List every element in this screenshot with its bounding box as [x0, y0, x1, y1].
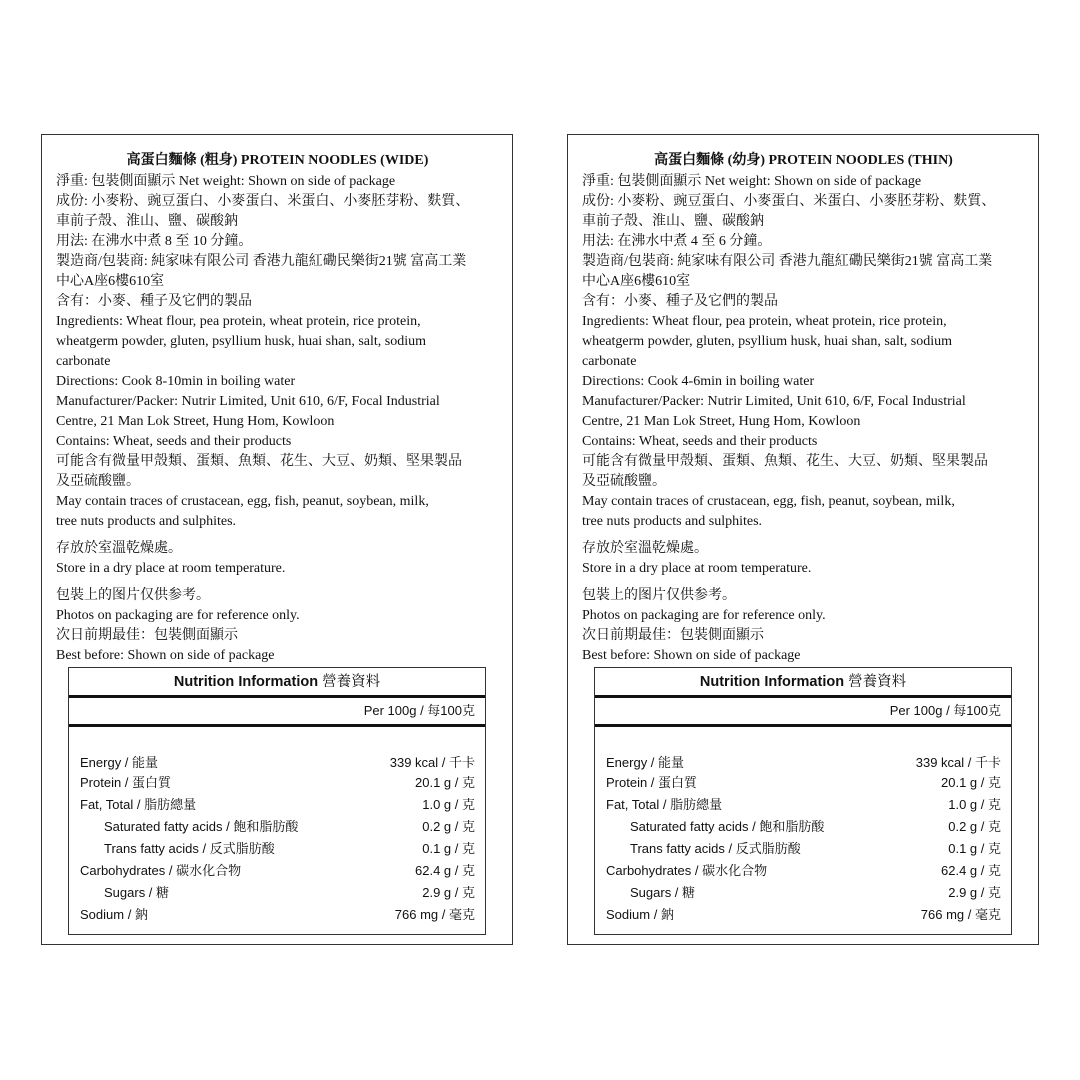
- nutrient-value: 1.0 g / 克: [422, 797, 475, 812]
- nutrition-rows: [606, 753, 1001, 926]
- nutrient-name: Sodium / 鈉: [80, 907, 148, 922]
- allergen-en-line: tree nuts products and sulphites.: [582, 514, 763, 529]
- manufacturer-zh-line: 中心A座6樓610室: [56, 274, 165, 289]
- photo-note-en-line: Photos on packaging are for reference only.: [56, 608, 300, 623]
- label-text: [56, 150, 496, 666]
- nutrient-value: 20.1 g / 克: [415, 775, 475, 790]
- nutrient-name: Carbohydrates / 碳水化合物: [80, 863, 242, 878]
- net-weight-line: 淨重: 包裝側面顯示 Net weight: Shown on side of package: [56, 174, 396, 189]
- spacer: [56, 579, 496, 586]
- nutrition-row: [80, 860, 475, 882]
- allergen-zh-line: 可能含有微量甲殼類、蛋類、魚類、花生、大豆、奶類、堅果製品: [56, 454, 462, 469]
- nutrition-row: [606, 816, 1001, 838]
- spacer: [582, 579, 1022, 586]
- nutrition-table: [594, 667, 1012, 935]
- nutrient-value: 0.2 g / 克: [948, 819, 1001, 834]
- nutrient-name: Sodium / 鈉: [606, 907, 674, 922]
- nutrition-row: [606, 860, 1001, 882]
- nutrient-value: 20.1 g / 克: [941, 775, 1001, 790]
- storage-en-line: Store in a dry place at room temperature.: [56, 561, 286, 576]
- directions-zh-line: 用法: 在沸水中煮 4 至 6 分鐘。: [582, 234, 772, 249]
- allergen-zh-line: 及亞硫酸鹽。: [582, 474, 666, 489]
- ingredients-en-line: Ingredients: Wheat flour, pea protein, wheat protein, rice protein,: [582, 314, 947, 329]
- manufacturer-zh-line: 製造商/包裝商: 純家味有限公司 香港九龍紅磡民樂街21號 富高工業: [56, 254, 467, 269]
- nutrient-value: 1.0 g / 克: [948, 797, 1001, 812]
- storage-zh-line: 存放於室溫乾燥處。: [582, 541, 708, 556]
- allergen-zh-line: 可能含有微量甲殼類、蛋類、魚類、花生、大豆、奶類、堅果製品: [582, 454, 988, 469]
- nutrition-row: [80, 838, 475, 860]
- nutrition-row: [606, 882, 1001, 904]
- directions-en-line: Directions: Cook 8-10min in boiling water: [56, 374, 296, 389]
- nutrient-name: Protein / 蛋白質: [80, 775, 172, 790]
- ingredients-zh-line: 車前子殼、淮山、鹽、碳酸鈉: [56, 214, 238, 229]
- label-wide: [41, 134, 513, 945]
- photo-note-zh-line: 包裝上的图片仅供参考。: [582, 588, 736, 603]
- spacer: [582, 532, 1022, 539]
- nutrition-table: [68, 667, 486, 935]
- nutrition-title-zh: 營養資料: [848, 674, 907, 690]
- directions-zh-line: 用法: 在沸水中煮 8 至 10 分鐘。: [56, 234, 253, 249]
- nutrient-name: Carbohydrates / 碳水化合物: [606, 863, 768, 878]
- manufacturer-en-line: Manufacturer/Packer: Nutrir Limited, Unit 610, 6/F, Focal Industrial: [582, 394, 966, 409]
- manufacturer-en-line: Centre, 21 Man Lok Street, Hung Hom, Kowloon: [582, 414, 861, 429]
- nutrient-name: Trans fatty acids / 反式脂肪酸: [630, 841, 801, 856]
- best-before-en-line: Best before: Shown on side of package: [56, 648, 275, 663]
- nutrient-value: 766 mg / 毫克: [920, 907, 1001, 922]
- nutrition-per: Per 100g / 每100克: [595, 698, 1011, 727]
- nutrient-value: 766 mg / 毫克: [394, 907, 475, 922]
- ingredients-en-line: carbonate: [582, 354, 637, 369]
- contains-en-line: Contains: Wheat, seeds and their products: [56, 434, 292, 449]
- best-before-en-line: Best before: Shown on side of package: [582, 648, 801, 663]
- contains-en-line: Contains: Wheat, seeds and their products: [582, 434, 818, 449]
- nutrient-name: Sugars / 糖: [630, 885, 696, 900]
- nutrient-value: 0.1 g / 克: [948, 841, 1001, 856]
- photo-note-zh-line: 包裝上的图片仅供参考。: [56, 588, 210, 603]
- ingredients-en-line: wheatgerm powder, gluten, psyllium husk, huai shan, salt, sodium: [582, 334, 953, 349]
- nutrition-row: [80, 816, 475, 838]
- ingredients-zh-line: 成份: 小麥粉、豌豆蛋白、小麥蛋白、米蛋白、小麥胚芽粉、麩質、: [582, 194, 996, 209]
- best-before-zh-line: 次日前期最佳：包裝側面顯示: [56, 628, 238, 643]
- nutrient-name: Energy / 能量: [606, 755, 685, 770]
- net-weight-line: 淨重: 包裝側面顯示 Net weight: Shown on side of package: [582, 174, 922, 189]
- allergen-zh-line: 及亞硫酸鹽。: [56, 474, 140, 489]
- nutrition-row: [80, 772, 475, 794]
- nutrient-name: Saturated fatty acids / 飽和脂肪酸: [630, 819, 825, 834]
- nutrient-value: 339 kcal / 千卡: [915, 755, 1001, 770]
- label-title: 高蛋白麵條 (粗身) PROTEIN NOODLES (WIDE): [126, 153, 429, 168]
- ingredients-zh-line: 車前子殼、淮山、鹽、碳酸鈉: [582, 214, 764, 229]
- nutrient-value: 339 kcal / 千卡: [389, 755, 475, 770]
- nutrition-row: [80, 904, 475, 926]
- manufacturer-en-line: Manufacturer/Packer: Nutrir Limited, Unit 610, 6/F, Focal Industrial: [56, 394, 440, 409]
- nutrient-name: Saturated fatty acids / 飽和脂肪酸: [104, 819, 299, 834]
- best-before-zh-line: 次日前期最佳：包裝側面顯示: [582, 628, 764, 643]
- spacer: [56, 532, 496, 539]
- nutrient-value: 2.9 g / 克: [948, 885, 1001, 900]
- nutrition-row: [606, 904, 1001, 926]
- allergen-en-line: tree nuts products and sulphites.: [56, 514, 237, 529]
- contains-zh-line: 含有：小麥、種子及它們的製品: [56, 294, 252, 309]
- storage-zh-line: 存放於室溫乾燥處。: [56, 541, 182, 556]
- nutrient-name: Sugars / 糖: [104, 885, 170, 900]
- photo-note-en-line: Photos on packaging are for reference only.: [582, 608, 826, 623]
- nutrition-row: [80, 794, 475, 816]
- nutrition-title: [595, 668, 1011, 698]
- nutrition-row: [606, 753, 1001, 772]
- nutrition-title-en: Nutrition Information: [699, 674, 845, 690]
- nutrient-name: Protein / 蛋白質: [606, 775, 698, 790]
- ingredients-zh-line: 成份: 小麥粉、豌豆蛋白、小麥蛋白、米蛋白、小麥胚芽粉、麩質、: [56, 194, 470, 209]
- manufacturer-en-line: Centre, 21 Man Lok Street, Hung Hom, Kowloon: [56, 414, 335, 429]
- label-title: 高蛋白麵條 (幼身) PROTEIN NOODLES (THIN): [654, 153, 953, 168]
- nutrient-name: Energy / 能量: [80, 755, 159, 770]
- nutrient-name: Fat, Total / 脂肪總量: [80, 797, 197, 812]
- label-thin: [567, 134, 1039, 945]
- nutrition-row: [80, 882, 475, 904]
- nutrition-title: [69, 668, 485, 698]
- nutrient-value: 0.1 g / 克: [422, 841, 475, 856]
- contains-zh-line: 含有：小麥、種子及它們的製品: [582, 294, 778, 309]
- nutrition-row: [606, 772, 1001, 794]
- nutrition-row: [606, 838, 1001, 860]
- manufacturer-zh-line: 製造商/包裝商: 純家味有限公司 香港九龍紅磡民樂街21號 富高工業: [582, 254, 993, 269]
- nutrition-row: [80, 753, 475, 772]
- nutrition-row: [606, 794, 1001, 816]
- ingredients-en-line: carbonate: [56, 354, 111, 369]
- allergen-en-line: May contain traces of crustacean, egg, fish, peanut, soybean, milk,: [56, 494, 429, 509]
- nutrition-title-en: Nutrition Information: [173, 674, 319, 690]
- directions-en-line: Directions: Cook 4-6min in boiling water: [582, 374, 815, 389]
- label-text: [582, 150, 1022, 666]
- allergen-en-line: May contain traces of crustacean, egg, fish, peanut, soybean, milk,: [582, 494, 955, 509]
- storage-en-line: Store in a dry place at room temperature.: [582, 561, 812, 576]
- nutrient-name: Trans fatty acids / 反式脂肪酸: [104, 841, 275, 856]
- nutrient-value: 2.9 g / 克: [422, 885, 475, 900]
- nutrient-name: Fat, Total / 脂肪總量: [606, 797, 723, 812]
- nutrient-value: 62.4 g / 克: [941, 863, 1001, 878]
- ingredients-en-line: wheatgerm powder, gluten, psyllium husk, huai shan, salt, sodium: [56, 334, 427, 349]
- ingredients-en-line: Ingredients: Wheat flour, pea protein, wheat protein, rice protein,: [56, 314, 421, 329]
- nutrition-per: Per 100g / 每100克: [69, 698, 485, 727]
- nutrient-value: 0.2 g / 克: [422, 819, 475, 834]
- nutrient-value: 62.4 g / 克: [415, 863, 475, 878]
- nutrition-rows: [80, 753, 475, 926]
- manufacturer-zh-line: 中心A座6樓610室: [582, 274, 691, 289]
- nutrition-title-zh: 營養資料: [322, 674, 381, 690]
